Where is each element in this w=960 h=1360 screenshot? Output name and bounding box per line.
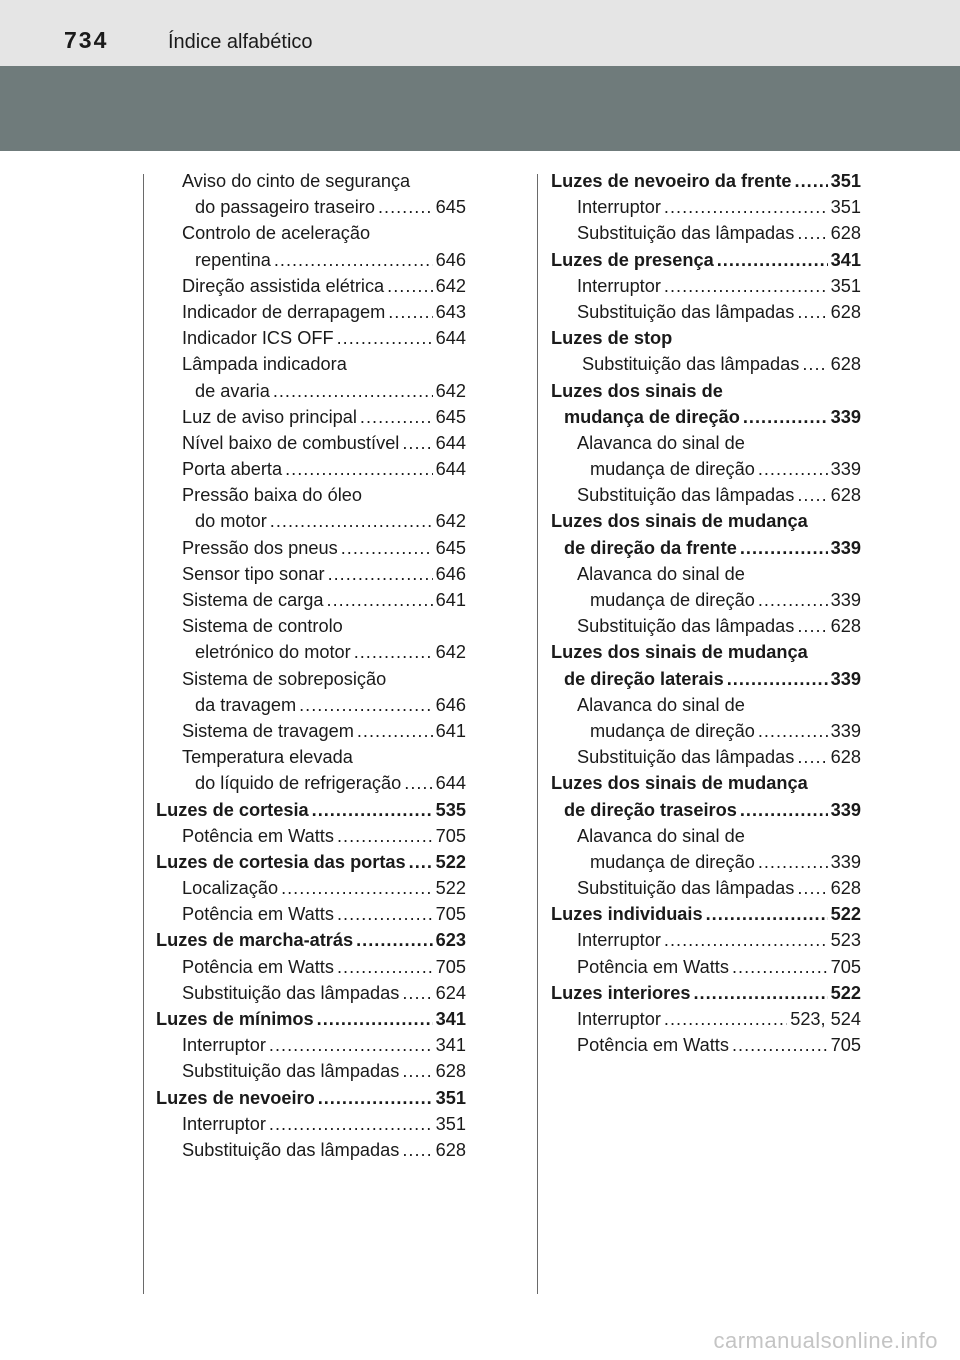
- page-ref: 351: [435, 1113, 466, 1134]
- entry-text: Substituição das lâmpadas: [182, 1139, 400, 1160]
- page-ref: 646: [435, 563, 466, 584]
- leader-dots: [318, 1085, 433, 1111]
- leader-dots: [269, 1032, 433, 1058]
- page-ref: 645: [435, 197, 466, 218]
- index-entry: [551, 247, 861, 273]
- index-entry: [551, 508, 861, 534]
- index-subentry: [156, 1058, 466, 1084]
- page-ref: 339: [830, 406, 861, 427]
- index-subentry: [156, 535, 466, 561]
- index-entry: [156, 849, 466, 875]
- index-subentry: [551, 299, 861, 325]
- entry-text: Luzes de cortesia: [156, 799, 309, 820]
- index-subentry: [551, 613, 861, 639]
- page-ref: 339: [830, 668, 861, 689]
- index-entry: [551, 404, 861, 430]
- leader-dots: [360, 404, 433, 430]
- entry-text: Lâmpada indicadora: [182, 354, 347, 375]
- page-ref: 339: [830, 851, 861, 872]
- index-subentry: [156, 980, 466, 1006]
- entry-text: Luzes de nevoeiro da frente: [551, 171, 792, 191]
- leader-dots: [285, 456, 433, 482]
- entry-text: Luzes dos sinais de: [551, 380, 723, 401]
- entry-text: Luzes individuais: [551, 904, 703, 925]
- entry-text: Sensor tipo sonar: [182, 563, 325, 584]
- leader-dots: [357, 718, 433, 744]
- entry-text: Luzes dos sinais de mudança: [551, 773, 808, 794]
- leader-dots: [797, 220, 827, 246]
- entry-text: Interruptor: [577, 197, 661, 218]
- index-subentry: [551, 273, 861, 299]
- index-subentry: [551, 692, 861, 718]
- index-entry: [551, 980, 861, 1006]
- entry-text: Sistema de controlo: [182, 616, 343, 637]
- index-subentry: [156, 194, 466, 220]
- index-subentry: [156, 718, 466, 744]
- entry-text: Substituição das lâmpadas: [577, 301, 795, 322]
- index-subentry: [551, 561, 861, 587]
- index-entry: [551, 325, 861, 351]
- index-entry: [551, 901, 861, 927]
- leader-dots: [270, 508, 433, 534]
- page-ref: 644: [435, 459, 466, 480]
- page-ref: 351: [830, 197, 861, 218]
- entry-text: Alavanca do sinal de: [577, 432, 745, 453]
- leader-dots: [281, 875, 433, 901]
- index-subentry: [156, 823, 466, 849]
- page-ref: 339: [830, 537, 861, 558]
- entry-text: Luzes de mínimos: [156, 1009, 314, 1029]
- page-ref: 522: [435, 851, 466, 872]
- page-ref: 351: [830, 171, 861, 191]
- leader-dots: [409, 849, 433, 875]
- index-entry: [551, 535, 861, 561]
- page-ref: 341: [435, 1009, 466, 1029]
- entry-text: mudança de direção: [590, 459, 755, 480]
- watermark: carmanualsonline.info: [713, 1328, 938, 1353]
- leader-dots: [354, 639, 433, 665]
- entry-text: Alavanca do sinal de: [577, 563, 745, 584]
- leader-dots: [717, 247, 828, 273]
- leader-dots: [274, 247, 433, 273]
- entry-text: Potência em Watts: [577, 1035, 729, 1056]
- leader-dots: [273, 378, 433, 404]
- entry-text: mudança de direção: [590, 851, 755, 872]
- index-subentry: [156, 273, 466, 299]
- entry-text: Luzes de presença: [551, 249, 714, 270]
- index-subentry: [551, 744, 861, 770]
- page-ref: 705: [435, 904, 466, 925]
- index-subentry: [156, 901, 466, 927]
- entry-text: do motor: [195, 511, 267, 532]
- entry-text: Luzes de cortesia das portas: [156, 851, 406, 872]
- entry-text: Interruptor: [577, 1009, 661, 1029]
- leader-dots: [706, 901, 828, 927]
- leader-dots: [727, 666, 828, 692]
- page-ref: 628: [435, 1061, 466, 1082]
- entry-text: Substituição das lâmpadas: [577, 878, 795, 899]
- entry-text: de direção da frente: [564, 537, 737, 558]
- entry-text: Potência em Watts: [182, 956, 334, 977]
- index-subentry: [551, 456, 861, 482]
- index-subentry: [551, 351, 861, 377]
- page-ref: 642: [435, 380, 466, 401]
- page-ref: 705: [830, 1035, 861, 1056]
- entry-text: do líquido de refrigeração: [195, 773, 402, 794]
- entry-text: Pressão baixa do óleo: [182, 485, 362, 506]
- entry-text: Interruptor: [182, 1035, 266, 1056]
- index-subentry: [156, 220, 466, 246]
- entry-text: Sistema de carga: [182, 590, 324, 610]
- entry-text: Sistema de sobreposição: [182, 668, 387, 689]
- index-subentry: [156, 430, 466, 456]
- index-subentry: [551, 1006, 861, 1032]
- index-entry: [551, 639, 861, 665]
- leader-dots: [312, 797, 433, 823]
- index-subentry: [156, 168, 466, 194]
- page-ref: 646: [435, 694, 466, 715]
- index-entry: [156, 927, 466, 953]
- entry-text: Substituição das lâmpadas: [577, 747, 795, 768]
- leader-dots: [404, 770, 432, 796]
- index-subentry: [156, 378, 466, 404]
- index-column-1: [156, 168, 466, 1163]
- entry-text: Potência em Watts: [182, 904, 334, 925]
- index-subentry: [551, 927, 861, 953]
- leader-dots: [317, 1006, 433, 1032]
- index-subentry: [551, 430, 861, 456]
- page-ref: 339: [830, 720, 861, 741]
- page-ref: 339: [830, 590, 861, 610]
- entry-text: Interruptor: [577, 275, 661, 296]
- entry-text: Temperatura elevada: [182, 747, 353, 768]
- page-ref: 624: [435, 982, 466, 1003]
- page-ref: 641: [435, 720, 466, 741]
- index-entry: [551, 168, 861, 194]
- page-ref: 522: [435, 878, 466, 899]
- entry-text: Luzes de stop: [551, 328, 673, 349]
- page-ref: 642: [435, 642, 466, 663]
- index-subentry: [156, 744, 466, 770]
- page-ref: 535: [435, 799, 466, 820]
- entry-text: Indicador de derrapagem: [182, 301, 386, 322]
- index-column-2: [551, 168, 861, 1058]
- leader-dots: [269, 1111, 433, 1137]
- leader-dots: [402, 1137, 432, 1163]
- leader-dots: [797, 875, 827, 901]
- entry-text: Indicador ICS OFF: [182, 328, 334, 349]
- page-ref: 628: [830, 223, 861, 244]
- entry-text: Luzes dos sinais de mudança: [551, 642, 808, 663]
- header-band: [0, 66, 960, 151]
- index-subentry: [156, 482, 466, 508]
- leader-dots: [693, 980, 827, 1006]
- page-ref: 628: [435, 1139, 466, 1160]
- page-ref: 642: [435, 275, 466, 296]
- index-subentry: [156, 1032, 466, 1058]
- index-subentry: [156, 1137, 466, 1163]
- entry-text: Localização: [182, 878, 279, 899]
- leader-dots: [797, 613, 827, 639]
- index-subentry: [551, 849, 861, 875]
- leader-dots: [758, 718, 828, 744]
- entry-text: Substituição das lâmpadas: [577, 223, 795, 244]
- page-ref: 641: [435, 590, 466, 610]
- leader-dots: [356, 927, 433, 953]
- page-ref: 646: [435, 249, 466, 270]
- leader-dots: [337, 325, 433, 351]
- index-subentry: [551, 718, 861, 744]
- entry-text: Nível baixo de combustível: [182, 432, 400, 453]
- page-ref: 645: [435, 537, 466, 558]
- entry-text: Pressão dos pneus: [182, 537, 338, 558]
- index-entry: [551, 797, 861, 823]
- leader-dots: [797, 299, 827, 325]
- page-ref: 705: [830, 956, 861, 977]
- leader-dots: [795, 168, 828, 194]
- index-subentry: [156, 666, 466, 692]
- leader-dots: [299, 692, 433, 718]
- index-entry: [551, 378, 861, 404]
- page-number: 734: [64, 27, 109, 53]
- index-entry: [551, 666, 861, 692]
- leader-dots: [797, 482, 827, 508]
- leader-dots: [743, 404, 828, 430]
- page-ref: 705: [435, 956, 466, 977]
- entry-text: Direção assistida elétrica: [182, 275, 385, 296]
- index-subentry: [551, 587, 861, 613]
- column-rule-left: [143, 174, 144, 1294]
- leader-dots: [664, 194, 828, 220]
- leader-dots: [758, 456, 828, 482]
- entry-text: Substituição das lâmpadas: [577, 616, 795, 637]
- entry-text: de direção traseiros: [564, 799, 737, 820]
- leader-dots: [758, 849, 828, 875]
- index-subentry: [156, 1111, 466, 1137]
- leader-dots: [337, 954, 433, 980]
- leader-dots: [758, 587, 828, 613]
- page-ref: 351: [830, 275, 861, 296]
- entry-text: Potência em Watts: [577, 956, 729, 977]
- index-subentry: [156, 875, 466, 901]
- leader-dots: [388, 299, 432, 325]
- entry-text: Potência em Watts: [182, 825, 334, 846]
- index-subentry: [156, 456, 466, 482]
- entry-text: mudança de direção: [590, 720, 755, 741]
- page-ref: 522: [830, 904, 861, 925]
- leader-dots: [402, 980, 432, 1006]
- page-ref: 642: [435, 511, 466, 532]
- page-ref: 351: [435, 1087, 466, 1108]
- page-ref: 623: [435, 930, 466, 951]
- entry-text: Luzes interiores: [551, 982, 691, 1003]
- leader-dots: [387, 273, 432, 299]
- index-entry: [551, 770, 861, 796]
- index-subentry: [156, 299, 466, 325]
- page-ref: 644: [435, 432, 466, 453]
- index-subentry: [156, 639, 466, 665]
- leader-dots: [740, 535, 828, 561]
- entry-text: Alavanca do sinal de: [577, 825, 745, 846]
- index-subentry: [156, 613, 466, 639]
- entry-text: Luz de aviso principal: [182, 406, 357, 427]
- entry-text: repentina: [195, 249, 271, 270]
- entry-text: Controlo de aceleração: [182, 223, 371, 244]
- index-entry: [156, 1006, 466, 1032]
- entry-text: Porta aberta: [182, 459, 283, 480]
- page-ref: 644: [435, 328, 466, 349]
- page-ref: 523: [830, 930, 861, 951]
- entry-text: de direção laterais: [564, 668, 724, 689]
- index-subentry: [551, 875, 861, 901]
- entry-text: Interruptor: [577, 930, 661, 951]
- section-title: Índice alfabético: [168, 31, 313, 53]
- leader-dots: [732, 954, 828, 980]
- index-subentry: [156, 692, 466, 718]
- index-subentry: [156, 351, 466, 377]
- index-subentry: [156, 954, 466, 980]
- entry-text: Alavanca do sinal de: [577, 694, 745, 715]
- page-ref: 628: [830, 878, 861, 899]
- page-ref: 628: [830, 485, 861, 506]
- entry-text: Sistema de travagem: [182, 720, 354, 741]
- page-ref: 341: [830, 249, 861, 270]
- page-ref: 645: [435, 406, 466, 427]
- page-ref: 522: [830, 982, 861, 1003]
- column-rule-right: [537, 174, 538, 1294]
- index-subentry: [551, 954, 861, 980]
- index-subentry: [156, 561, 466, 587]
- leader-dots: [402, 1058, 432, 1084]
- leader-dots: [797, 744, 827, 770]
- entry-text: Substituição das lâmpadas: [182, 982, 400, 1003]
- index-subentry: [156, 508, 466, 534]
- page-ref: 628: [830, 747, 861, 768]
- entry-text: mudança de direção: [564, 406, 740, 427]
- entry-text: Substituição das lâmpadas: [577, 485, 795, 506]
- leader-dots: [337, 901, 433, 927]
- leader-dots: [327, 587, 433, 613]
- entry-text: do passageiro traseiro: [195, 197, 375, 218]
- index-entry: [156, 797, 466, 823]
- index-subentry: [551, 1032, 861, 1058]
- entry-text: Substituição das lâmpadas: [582, 354, 800, 375]
- leader-dots: [328, 561, 433, 587]
- page-ref: 705: [435, 825, 466, 846]
- index-subentry: [551, 220, 861, 246]
- page-ref: 628: [830, 301, 861, 322]
- index-subentry: [156, 247, 466, 273]
- page-ref: 523, 524: [790, 1009, 861, 1029]
- leader-dots: [664, 927, 828, 953]
- leader-dots: [402, 430, 432, 456]
- entry-text: da travagem: [195, 694, 297, 715]
- index-subentry: [551, 194, 861, 220]
- page-ref: 628: [830, 354, 861, 375]
- entry-text: Substituição das lâmpadas: [182, 1061, 400, 1082]
- page-ref: 643: [435, 301, 466, 322]
- index-subentry: [156, 325, 466, 351]
- leader-dots: [802, 351, 827, 377]
- entry-text: de avaria: [195, 380, 270, 401]
- page-ref: 628: [830, 616, 861, 637]
- index-subentry: [551, 823, 861, 849]
- index-entry: [156, 1085, 466, 1111]
- page-ref: 339: [830, 459, 861, 480]
- entry-text: Aviso do cinto de segurança: [182, 171, 411, 191]
- leader-dots: [337, 823, 433, 849]
- leader-dots: [341, 535, 433, 561]
- entry-text: Luzes de marcha-atrás: [156, 930, 354, 951]
- page-ref: 644: [435, 773, 466, 794]
- leader-dots: [664, 1006, 787, 1032]
- leader-dots: [378, 194, 433, 220]
- entry-text: Luzes de nevoeiro: [156, 1087, 315, 1108]
- page-ref: 341: [435, 1035, 466, 1056]
- page-header: [0, 0, 960, 66]
- entry-text: eletrónico do motor: [195, 642, 351, 663]
- index-subentry: [156, 770, 466, 796]
- index-subentry: [156, 587, 466, 613]
- leader-dots: [740, 797, 828, 823]
- index-subentry: [551, 482, 861, 508]
- page-ref: 339: [830, 799, 861, 820]
- entry-text: mudança de direção: [590, 590, 755, 610]
- leader-dots: [664, 273, 828, 299]
- entry-text: Luzes dos sinais de mudança: [551, 511, 808, 532]
- entry-text: Interruptor: [182, 1113, 266, 1134]
- leader-dots: [732, 1032, 828, 1058]
- index-subentry: [156, 404, 466, 430]
